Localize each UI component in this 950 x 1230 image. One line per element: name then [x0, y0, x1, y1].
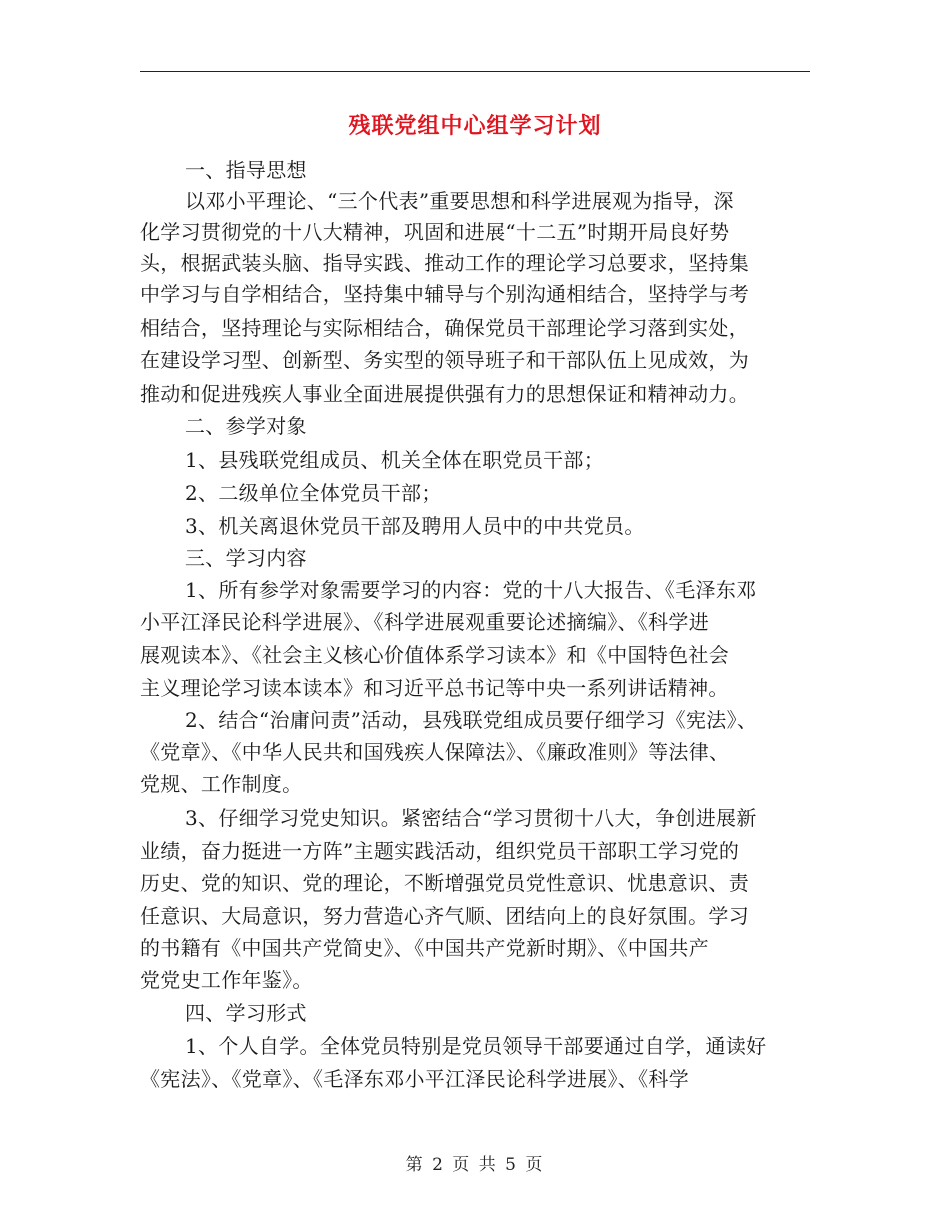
paragraph-line: 以邓小平理论、“三个代表”重要思想和科学进展观为指导，深 — [185, 189, 734, 213]
paragraph-line: 业绩，奋力挺进一方阵”主题实践活动，组织党员干部职工学习党的 — [140, 839, 740, 863]
list-item: 2、二级单位全体党员干部； — [185, 481, 442, 505]
paragraph-line: 任意识、大局意识，努力营造心齐气顺、团结向上的良好氛围。学习 — [140, 904, 749, 928]
paragraph-line: 在建设学习型、创新型、务实型的领导班子和干部队伍上见成效，为 — [140, 348, 749, 372]
paragraph-line: 《党章》、《中华人民共和国残疾人保障法》、《廉政准则》等法律、 — [140, 740, 730, 764]
paragraph-line: 《宪法》、《党章》、《毛泽东邓小平江泽民论科学进展》、《科学 — [140, 1067, 689, 1091]
page-number: 第 2 页 共 5 页 — [405, 1155, 545, 1175]
paragraph-line: 化学习贯彻党的十八大精神，巩固和进展“十二五”时期开局良好势 — [140, 220, 730, 244]
paragraph-line: 2、结合“治庸问责”活动，县残联党组成员要仔细学习《宪法》、 — [185, 708, 758, 732]
header-rule — [140, 71, 810, 72]
paragraph-line: 党党史工作年鉴》。 — [140, 968, 313, 992]
paragraph-line: 1、所有参学对象需要学习的内容：党的十八大报告、《毛泽东邓 — [185, 578, 757, 602]
paragraph-line: 1、个人自学。全体党员特别是党员领导干部要通过自学，通读好 — [185, 1034, 767, 1058]
section-heading-study-content: 三、学习内容 — [185, 546, 307, 570]
paragraph-line: 主义理论学习读本读本》和习近平总书记等中央一系列讲话精神。 — [140, 676, 729, 700]
paragraph-line: 推动和促进残疾人事业全面进展提供强有力的思想保证和精神动力。 — [140, 382, 749, 406]
paragraph-line: 历史、党的知识、党的理论，不断增强党员党性意识、忧患意识、责 — [140, 871, 749, 895]
paragraph-line: 中学习与自学相结合，坚持集中辅导与个别沟通相结合，坚持学与考 — [140, 282, 749, 306]
paragraph-line: 头，根据武装头脑、指导实践、推动工作的理论学习总要求，坚持集 — [140, 251, 749, 275]
document-title: 残联党组中心组学习计划 — [348, 114, 602, 139]
paragraph-line: 相结合，坚持理论与实际相结合，确保党员干部理论学习落到实处， — [140, 316, 749, 340]
paragraph-line: 3、仔细学习党史知识。紧密结合“学习贯彻十八大，争创进展新 — [185, 806, 757, 830]
paragraph-line: 小平江泽民论科学进展》、《科学进展观重要论述摘编》、《科学进 — [140, 610, 709, 634]
paragraph-line: 的书籍有《中国共产党简史》、《中国共产党新时期》、《中国共产 — [140, 936, 709, 960]
section-heading-guiding-ideology: 一、指导思想 — [185, 158, 307, 182]
paragraph-line: 党规、工作制度。 — [140, 772, 303, 796]
paragraph-line: 展观读本》、《社会主义核心价值体系学习读本》和《中国特色社会 — [140, 643, 729, 667]
list-item: 3、机关离退休党员干部及聘用人员中的中共党员。 — [185, 514, 645, 538]
list-item: 1、县残联党组成员、机关全体在职党员干部； — [185, 448, 605, 472]
section-heading-study-form: 四、学习形式 — [185, 1001, 307, 1025]
section-heading-participants: 二、参学对象 — [185, 414, 307, 438]
